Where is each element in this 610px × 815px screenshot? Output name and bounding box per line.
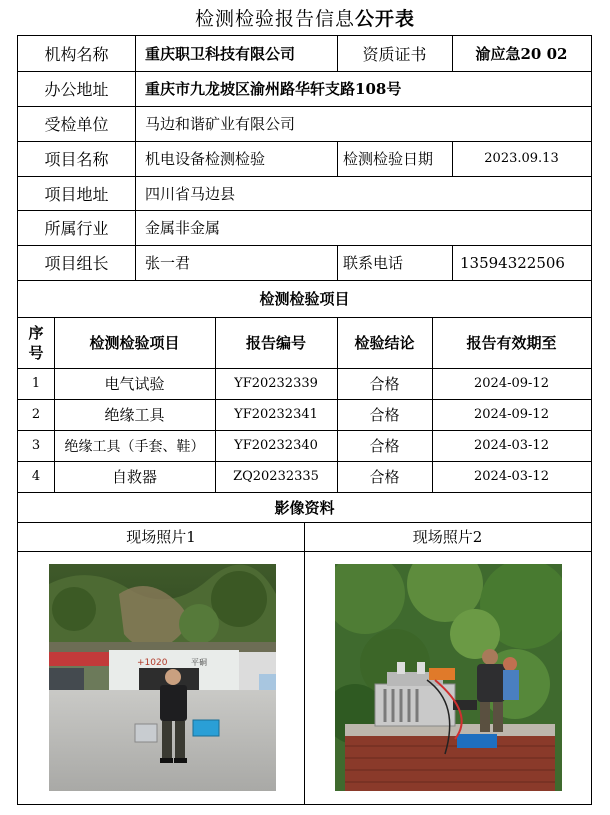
project-label: 项目名称: [44, 150, 109, 169]
site-photo-1: [49, 564, 276, 791]
date-label: 检测检验日期: [343, 150, 434, 168]
item-seq: 2: [31, 407, 41, 422]
item-name: 绝缘工具: [104, 406, 165, 424]
cert-value: 渝应急20 02: [475, 45, 568, 63]
col-divider: [304, 522, 305, 805]
item-result: 合格: [369, 406, 400, 424]
header-seq: [18, 317, 54, 368]
report-table: [17, 35, 592, 805]
site-photo-2: [335, 564, 562, 791]
item-valid-until: 2024-03-12: [474, 438, 549, 453]
photo2-label: 现场照片2: [412, 528, 483, 546]
items-section-title: 检测检验项目: [259, 290, 350, 308]
item-valid-until: 2024-03-12: [474, 469, 549, 484]
item-seq: 1: [31, 376, 41, 391]
address-value: 重庆市九龙坡区渝州路华轩支路108号: [145, 80, 402, 98]
item-report-no: YF20232341: [234, 407, 318, 422]
item-valid-until: 2024-09-12: [474, 376, 549, 391]
page-title-main: 检测检验报告信息: [194, 8, 355, 30]
photo1-label: 现场照片1: [126, 528, 196, 546]
photo1-sign-text: +1020: [137, 658, 168, 668]
item-name: 自救器: [111, 468, 157, 486]
leader-label: 项目组长: [44, 254, 109, 273]
phone-value: 13594322506: [460, 253, 565, 272]
photo1-sign-text2: 平硐: [191, 658, 207, 667]
client-value: 马边和谐矿业有限公司: [145, 115, 296, 133]
location-label: 项目地址: [44, 184, 109, 204]
project-value: 机电设备检测检验: [145, 150, 266, 168]
page-title: [0, 4, 610, 31]
item-seq: 4: [31, 469, 41, 484]
item-name: 电气试验: [104, 375, 165, 393]
header-valid-until: 报告有效期至: [466, 334, 557, 352]
header-report-no: 报告编号: [245, 334, 306, 352]
item-seq: 3: [31, 438, 41, 453]
item-result: 合格: [369, 375, 400, 393]
item-result: 合格: [369, 468, 400, 486]
page-title-bold: 公开表: [355, 8, 416, 30]
address-label: 办公地址: [44, 80, 109, 99]
industry-label: 所属行业: [44, 219, 109, 238]
industry-value: 金属非金属: [145, 219, 221, 237]
item-report-no: YF20232340: [234, 438, 318, 453]
header-item: 检测检验项目: [89, 334, 180, 352]
header-seq-line1: 序: [28, 323, 44, 342]
date-value: 2023.09.13: [484, 151, 559, 166]
item-report-no: ZQ20232335: [233, 469, 319, 484]
org-value: 重庆职卫科技有限公司: [145, 45, 296, 63]
phone-label: 联系电话: [343, 254, 404, 272]
item-result: 合格: [369, 437, 400, 455]
media-section-title: 影像资料: [274, 498, 335, 517]
org-label: 机构名称: [44, 45, 109, 64]
header-seq-line2: 号: [28, 343, 44, 362]
cert-label: 资质证书: [362, 45, 427, 64]
client-label: 受检单位: [44, 115, 109, 134]
item-valid-until: 2024-09-12: [474, 407, 549, 422]
location-value: 四川省马边县: [145, 184, 236, 203]
leader-value: 张一君: [145, 254, 191, 272]
header-result: 检验结论: [354, 334, 415, 352]
item-name: 绝缘工具（手套、鞋）: [64, 438, 205, 455]
item-report-no: YF20232339: [234, 376, 318, 391]
